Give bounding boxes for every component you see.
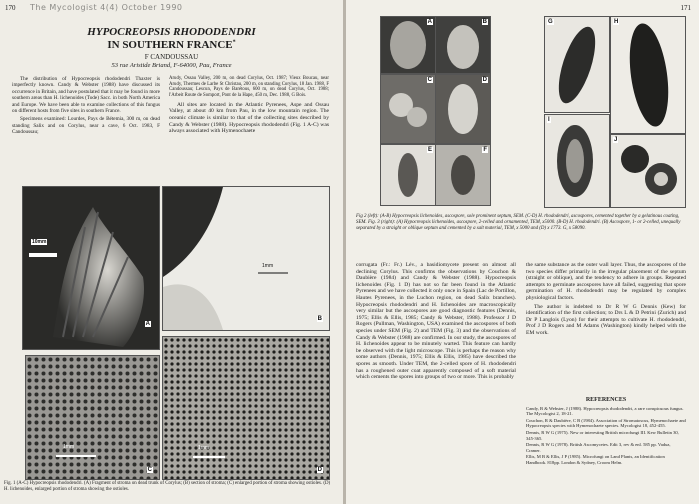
right-page — [346, 0, 699, 504]
figure-3a-photo — [544, 16, 610, 113]
figure-panel-label: B — [482, 19, 487, 25]
intro-paragraph: The distribution of Hypocreopsis rhododendri Thaxter is imperfectly known. Candy & Webster (1988) have discussed its occurrence in Britain, and have postulated that it may be found in more southern areas than H. lichenoides (Tode) Sacc. in both North America and Europe. We have been able to examine collections of this fungus on different hosts from five sites in southern France. — [12, 76, 160, 115]
article-title-line2: IN SOUTHERN FRANCE* — [107, 39, 236, 51]
article-title-line1: HYPOCREOPSIS RHODODENDRI — [87, 26, 256, 38]
figure-2c-photo — [380, 74, 436, 144]
right-column-1: corrugata (Fr.: Fr.) Lév., a basidiomycete present on almost all declining Corylus. This confirms the observations by Couchon & Daubière (1984) and Candy & Webster (1988). Hypocreopsis lichenoides (Fig. 1 D) has not so far been found in the Atlantic Pyrenees and we have collected it only once in Spain (Lac de Portillon, Hautes Pyrenees, in the Luchon region, on dead Salix branches). Hypocreopsis rhododendri and H. lichenoides are macroscopically very similar but the ascospores are good diagnostic features (Dennis, 1975; Ellis & Ellis, 1985; Candy & Webster, 1988). Professor J D Rogers (Pullman, Washington, USA) examined the ascospores of both species under SEM (Fig. 2) and TEM (Fig. 3) and the observations of Candy & Webster (1988) are confirmed. In our study, the ascospores of H. lichenoides appear to be minutely warted. This feature can hardly be observed with the light microscope. This is perhaps the reason why some authors (Dennis, 1975; Ellis & Ellis, 1985) have described the spores as smooth. Under TEM, the 2-celled spore of H. rhododendri has a roughened outer coat apparently composed of a soft material which cements the spores into groups of two or more. This is probably — [356, 262, 516, 381]
handwritten-header: The Mycologist 4(4) October 1990 — [30, 3, 183, 12]
climate-paragraph: All sites are located in the Atlantic Pyrenees, Aspe and Ossau Valley, at about 40 km from Pau, in the low mountain region. The oceanic climate is similar to that of the collecting sites described by Candy & Webster (1988). Hypocreopsis rhododendri (Fig. 1 A-C) was always associated with Hymenochaete — [169, 101, 329, 135]
figure-panel-label: G — [548, 19, 553, 25]
figure-2b-photo — [435, 16, 491, 74]
intro-column — [12, 76, 160, 136]
author: F CANDOUSSAU — [144, 53, 199, 61]
figure-1a-photo — [22, 186, 160, 350]
figure-panel-label: D — [482, 77, 487, 83]
page-number: 171 — [680, 4, 691, 12]
author-address: 53 rue Aristide Briand, F-64000, Pau, France — [111, 62, 232, 69]
figure-2a-photo — [380, 16, 436, 74]
figure-panel-label: J — [614, 137, 618, 143]
reference-item: Dennis, R W G (1978). British Ascomycetes. Edit 3, rev & enl. 585 pp. Vaduz, Cramer. — [526, 442, 671, 453]
figure-1c-photo — [25, 355, 160, 480]
figure-panel-label: D — [317, 467, 322, 473]
references-heading: REFERENCES — [585, 397, 627, 403]
figure-1b-photo — [162, 186, 330, 331]
figure-3d-photo — [610, 134, 686, 208]
figure-panel-label: A — [427, 19, 432, 25]
right-column-2 — [526, 262, 686, 337]
figure-panel-label: C — [427, 77, 432, 83]
figure-panel-label: B — [317, 316, 322, 322]
scale-label: 1mm — [262, 263, 274, 269]
reference-item: Dennis, R W G (1975). New or interesting British microfungi III. Kew Bulletin 30, 345-365. — [526, 429, 679, 441]
figure-panel-label: F — [483, 147, 487, 153]
scale-label: 1mm — [198, 445, 210, 451]
second-column — [169, 76, 329, 135]
spore-comparison-paragraph: the same substance as the outer wall layer. Thus, the ascospores of the two species differ primarily in the irregular placement of the septum (straight or oblique), and the tendency to adhere in groups. Repeated attempts to germinate ascospores have all failed, suggesting that spore germination of H. rhododendri may be regulated by complex physiological factors. — [526, 262, 686, 301]
figure-panel-label: C — [147, 467, 152, 473]
figure-2d-photo — [435, 74, 491, 144]
acknowledgements-paragraph: The author is indebted to Dr R W G Dennis (Kew) for identification of the first collection; to Drs L & D Petrini (Zurich) and Dr P Langlois (Lyon) for their attempts to cultivate H. rhododendri, Prof J D Rogers and M Adams (Washington) kindly helped with the EM work. — [526, 303, 686, 336]
figure-1-caption: Fig. 1 (A-C) Hypocreopsis rhododendri. (A) Fragment of stroma on dead trunk of Corylus; (B) section of stroma; (C) enlarged portion of stroma showing ostioles. (D) H. lichenoides, enlarged portion of stroma showing the ostioles. — [4, 481, 331, 492]
figure-panel-label: H — [614, 19, 619, 25]
figure-panel-label: E — [427, 147, 432, 153]
figure-2f-photo — [435, 144, 491, 206]
reference-item: Ellis, M B & Ellis, J P (1985). Microfungi on Land Plants, an Identification Handbook. 818pp. London & Sydney, Croom Helm. — [526, 454, 665, 465]
left-page — [0, 0, 343, 504]
scale-label: 1mm — [63, 444, 75, 450]
scale-label: 10mm — [32, 239, 47, 245]
reference-item: Couchon, R & Daubière, C B (1984). Association of Stromatoscus, Hymenochaete and Hypocreopsis species with Hymenochaete species. Mycologist 18, 452-455. — [526, 417, 686, 429]
reference-item: Candy, B & Webster, J (1988). Hypocreopsis rhododendri, a rare conspicuous fungus. The Mycologist 2, 18-21. — [526, 405, 684, 417]
figure-3c-photo — [544, 114, 610, 208]
sites-paragraph: Arudy, Ossau Valley, 200 m, on dead Corylus, Oct. 1987; Vieux Boucau, near Arudy, Thermes de Larbe St Christau, 200 m, on standing Corylus, 18 Jan. 1988, F Candoussau; Lescun, Pays de Barétous, 600 m, on dead Corylus, Oct. 1988; l'Arbeit Route de Somport, Pont de la Hape, 450 m, Dec. 1988, G Bois. — [169, 76, 329, 99]
figure-panel-label: A — [145, 321, 150, 327]
figure-2e-photo — [380, 144, 436, 206]
specimens-paragraph: Specimens examined: Lourdes, Pays de Bétemia, 300 m, on dead standing Salix and on Corylus, near a cave, 6 Oct. 1983, F Candoussau; — [12, 116, 160, 136]
figure-2-3-caption: Fig 2 (left): (A-B) Hypocreopsis lichenoides, ascospore, sole prominent septum, SEM. (C-D) H. rhododendri, ascospores, cemented together by a gelatinous coating, SEM. Fig. 3 (right): (A) Hypocreopsis lichenoides, ascospore, 2-celled and ornamented, TEM, x5000. (B-D) H. rhododendri. (B) Ascospore, 1- or 2-celled, unequally separated by a straight or oblique septum and cemented by a salt material, TEM, x 5000 and (D) x 1773. G, x 58090. — [356, 214, 681, 231]
page-number: 170 — [5, 4, 16, 12]
figure-3b-photo — [610, 16, 686, 134]
references-section — [526, 398, 686, 466]
figure-panel-label: I — [548, 117, 550, 123]
figure-1d-photo — [162, 336, 330, 480]
